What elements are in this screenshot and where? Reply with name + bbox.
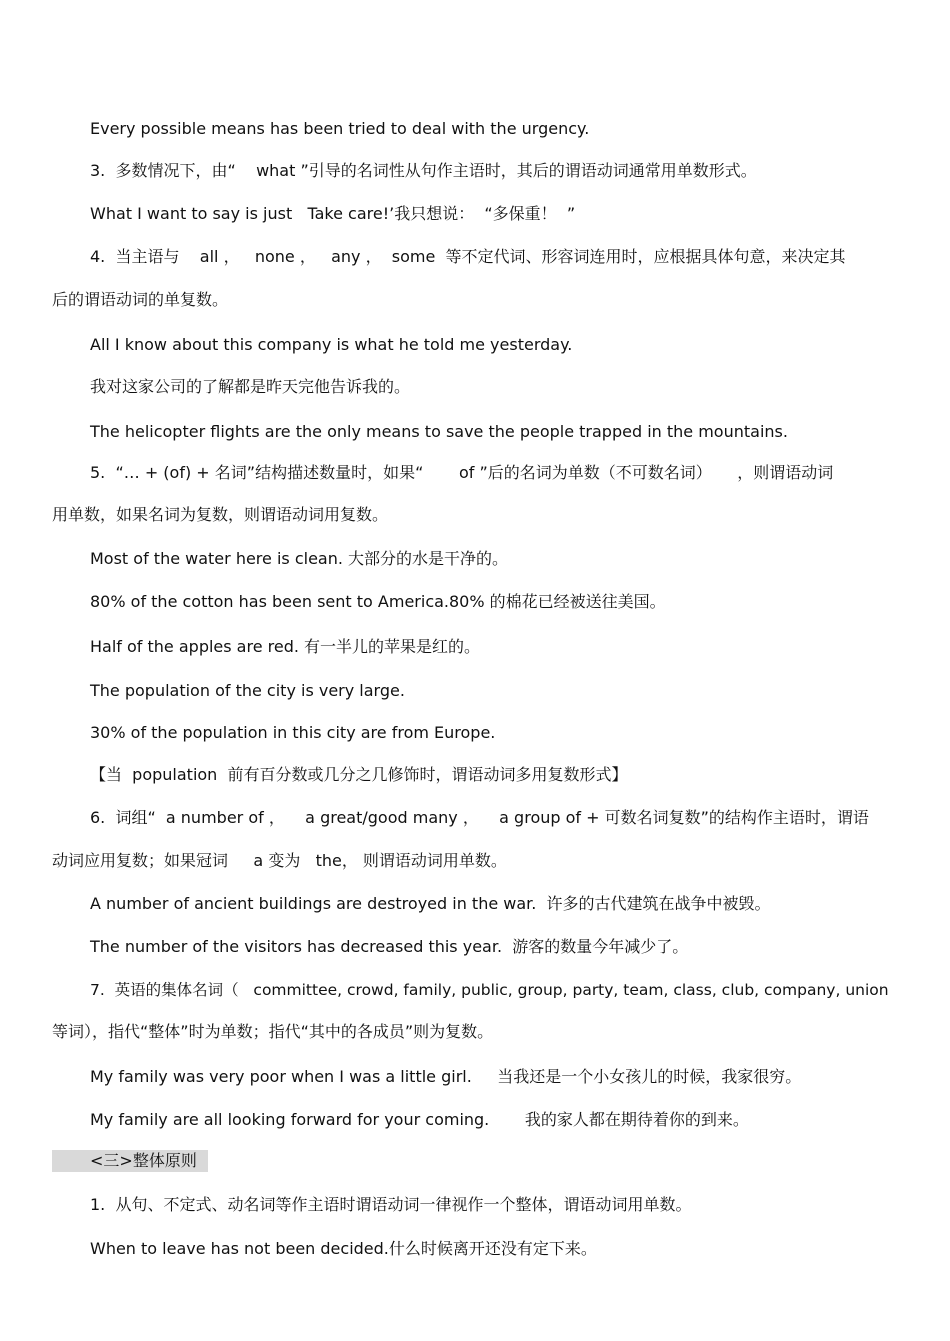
text-line: The helicopter flights are the only means to save the people trapped in the mountains. [90, 422, 788, 441]
text-line: Half of the apples are red. 有一半儿的苹果是红的。 [90, 637, 481, 656]
text-line: A number of ancient buildings are destroyed in the war. 许多的古代建筑在战争中被毁。 [90, 894, 771, 913]
text-line: 等词），指代“整体”时为单数；指代“其中的各成员”则为复数。 [52, 1022, 494, 1041]
text-line: The population of the city is very large. [90, 681, 405, 700]
text-line: 我对这家公司的了解都是昨天完他告诉我的。 [90, 377, 411, 396]
text-line: 6. 词组“ a number of ， a great/good many ， a group of + 可数名词复数”的结构作主语时，谓语 [90, 808, 869, 827]
text-line: Every possible means has been tried to deal with the urgency. [90, 119, 590, 138]
text-line: What I want to say is just Take care!’我只想说： “多保重！ ” [90, 204, 576, 223]
text-line: 1. 从句、不定式、动名词等作主语时谓语动词一律视作一个整体，谓语动词用单数。 [90, 1195, 692, 1214]
text-line: 后的谓语动词的单复数。 [52, 290, 229, 309]
text-line: The number of the visitors has decreased this year. 游客的数量今年减少了。 [90, 937, 689, 956]
text-line: 30% of the population in this city are from Europe. [90, 723, 496, 742]
text-line: 用单数，如果名词为复数，则谓语动词用复数。 [52, 505, 389, 524]
text-line: 3. 多数情况下，由“ what ”引导的名词性从句作主语时，其后的谓语动词通常用单数形式。 [90, 161, 757, 180]
text-line: 5. “… + (of) + 名词”结构描述数量时，如果“ of ”后的名词为单数（不可数名词） ，则谓语动词 [90, 463, 834, 482]
text-line: 7. 英语的集体名词（ committee, crowd, family, public, group, party, team, class, club, company, union [90, 981, 889, 999]
section-heading: <三>整体原则 [52, 1150, 208, 1172]
text-line: 80% of the cotton has been sent to America.80% 的棉花已经被送往美国。 [90, 592, 666, 611]
text-line: All I know about this company is what he told me yesterday. [90, 335, 573, 354]
text-line: My family was very poor when I was a little girl. 当我还是一个小女孩儿的时候，我家很穷。 [90, 1067, 802, 1086]
text-line: 【当 population 前有百分数或几分之几修饰时，谓语动词多用复数形式】 [90, 765, 628, 784]
text-line: My family are all looking forward for your coming. 我的家人都在期待着你的到来。 [90, 1110, 749, 1129]
text-line: 4. 当主语与 all ， none ， any ， some 等不定代词、形容词连用时，应根据具体句意，来决定其 [90, 247, 846, 266]
text-line: When to leave has not been decided.什么时候离开还没有定下来。 [90, 1239, 597, 1258]
text-line: Most of the water here is clean. 大部分的水是干净的。 [90, 549, 509, 568]
text-line: 动词应用复数；如果冠词 a 变为 the， 则谓语动词用单数。 [52, 851, 507, 870]
